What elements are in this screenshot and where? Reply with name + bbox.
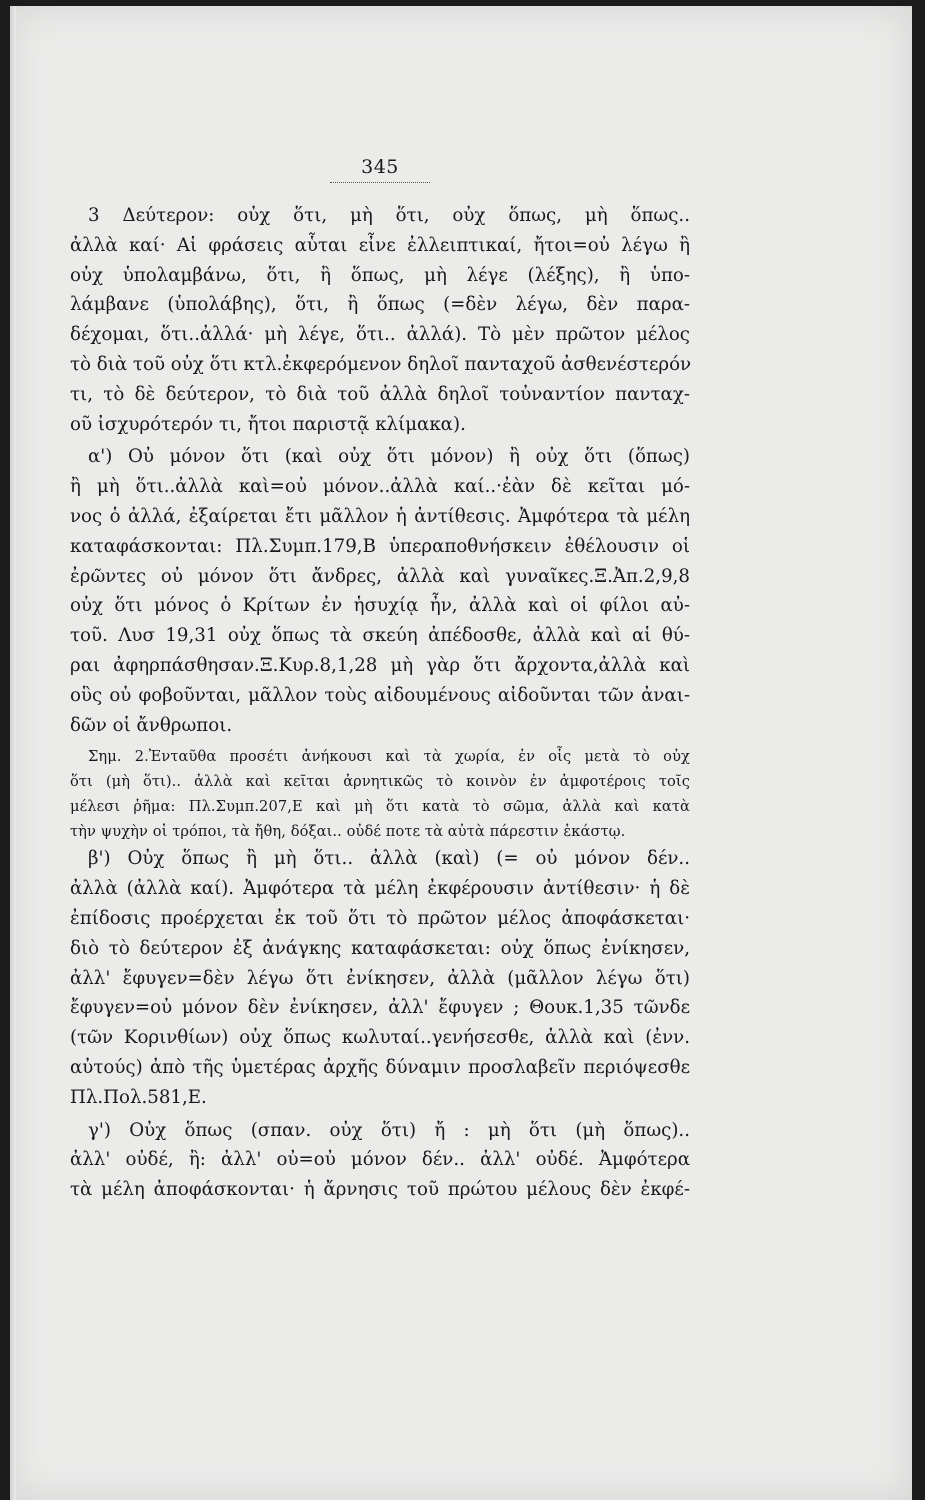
note-sim-2 <box>70 744 690 844</box>
text-line: οὓς οὐ φοβοῦνται, μᾶλλον τοὺς αἰδουμένους αἰδοῦνται τῶν ἀναι- <box>70 684 690 706</box>
text-line: αὐτούς) ἀπὸ τῆς ὑμετέρας ἀρχῆς δύναμιν προσλαβεῖν περιόψεσθε <box>70 1056 690 1078</box>
page-edge <box>10 6 16 1500</box>
note-line: Σημ. 2.Ἐνταῦθα προσέτι ἀνήκουσι καὶ τὰ χωρία, ἐν οἷς μετὰ τὸ οὐχ <box>88 748 690 766</box>
note-line: μέλεσι ῥῆμα: Πλ.Συμπ.207,Ε καὶ μὴ ὅτι κατὰ τὸ σῶμα, ἀλλὰ καὶ κατὰ <box>70 798 690 816</box>
text-line: οὐχ ὅτι μόνος ὁ Κρίτων ἐν ἡσυχίᾳ ἦν, ἀλλὰ καὶ οἱ φίλοι αὐ- <box>70 595 690 617</box>
text-line: διὸ τὸ δεύτερον ἐξ ἀνάγκης καταφάσκεται: οὐχ ὅπως ἐνίκησεν, <box>70 937 690 959</box>
paragraph-alpha <box>70 442 690 740</box>
text-line: τι, τὸ δὲ δεύτερον, τὸ διὰ τοῦ ἀλλὰ δηλοῖ τοὐναντίον πανταχ- <box>70 383 690 405</box>
text-line: ἀλλ' οὐδέ, ἢ: ἀλλ' οὐ=οὐ μόνον δέν.. ἀλλ' οὐδέ. Ἀμφότερα <box>70 1149 690 1171</box>
text-block <box>70 156 690 1205</box>
text-line: Πλ.Πολ.581,Ε. <box>70 1086 207 1108</box>
text-line: ἀλλὰ (ἀλλὰ καί). Ἀμφότερα τὰ μέλη ἐκφέρουσιν ἀντίθεσιν· ἡ δὲ <box>70 878 690 900</box>
text-line: ἀλλ' ἔφυγεν=δὲν λέγω ὅτι ἐνίκησεν, ἀλλὰ (μᾶλλον λέγω ὅτι) <box>70 967 690 989</box>
text-line: τὰ μέλη ἀποφάσκονται· ἡ ἄρνησις τοῦ πρώτου μέλους δὲν ἐκφέ- <box>70 1179 690 1201</box>
text-line: νος ὁ ἀλλά, ἐξαίρεται ἔτι μᾶλλον ἡ ἀντίθεσις. Ἀμφότερα τὰ μέλη <box>70 505 690 527</box>
text-line: ἐπίδοσις προέρχεται ἐκ τοῦ ὅτι τὸ πρῶτον μέλος ἀποφάσκεται· <box>70 907 690 929</box>
text-line: γ') Οὐχ ὅπως (σπαν. οὐχ ὅτι) ἤ : μὴ ὅτι (μὴ ὅπως).. <box>88 1119 690 1141</box>
text-line: ἢ μὴ ὅτι..ἀλλὰ καὶ=οὐ μόνον..ἀλλὰ καί..·ἐὰν δὲ κεῖται μό- <box>70 476 690 498</box>
note-line: τὴν ψυχὴν οἱ τρόποι, τὰ ἤθη, δόξαι.. οὐδέ ποτε τὰ αὐτὰ πάρεστιν ἑκάστῳ. <box>70 823 626 841</box>
note-line: ὅτι (μὴ ὅτι).. ἀλλὰ καὶ κεῖται ἀρνητικῶς τὸ κοινὸν ἐν ἀμφοτέροις τοῖς <box>70 773 690 791</box>
text-line: τοῦ. Λυσ 19,31 οὐχ ὅπως τὰ σκεύη ἀπέδοσθε, ἀλλὰ καὶ αἱ θύ- <box>70 625 690 647</box>
page-number-rule <box>330 182 430 183</box>
text-line: δέχομαι, ὅτι..ἀλλά· μὴ λέγε, ὅτι.. ἀλλά). Τὸ μὲν πρῶτον μέλος <box>70 324 690 346</box>
page-number: 345 <box>361 156 399 178</box>
book-page <box>10 6 912 1500</box>
text-line: ἔφυγεν=οὐ μόνον δὲν ἐνίκησεν, ἀλλ' ἔφυγεν ; Θουκ.1,35 τῶνδε <box>70 997 690 1019</box>
text-line: (τῶν Κορινθίων) οὐχ ὅπως κωλυταί..γενήσεσθε, ἀλλὰ καὶ (ἐνν. <box>70 1027 690 1049</box>
text-line: δῶν οἱ ἄνθρωποι. <box>70 714 233 736</box>
paragraph-gamma <box>70 1116 690 1205</box>
text-line: λάμβανε (ὑπολάβης), ὅτι, ἢ ὅπως (=δὲν λέγω, δὲν παρα- <box>70 294 690 316</box>
paragraph-beta <box>70 844 690 1112</box>
text-line: β') Οὐχ ὅπως ἢ μὴ ὅτι.. ἀλλὰ (καὶ) (= οὐ μόνον δέν.. <box>88 848 690 870</box>
text-line: τὸ διὰ τοῦ οὐχ ὅτι κτλ.ἐκφερόμενον δηλοῖ πανταχοῦ ἀσθενέστερόν <box>70 353 692 375</box>
text-line: ἐρῶντες οὐ μόνον ὅτι ἄνδρες, ἀλλὰ καὶ γυναῖκες.Ξ.Ἀπ.2,9,8 <box>70 565 690 587</box>
text-line: ἀλλὰ καί· Αἱ φράσεις αὗται εἶνε ἐλλειπτικαί, ἤτοι=οὐ λέγω ἢ <box>70 234 690 256</box>
paragraph-deuteron <box>70 201 690 439</box>
text-line: καταφάσκονται: Πλ.Συμπ.179,Β ὑπεραποθνήσκειν ἐθέλουσιν οἱ <box>70 535 690 557</box>
text-line: οὐχ ὑπολαμβάνω, ὅτι, ἢ ὅπως, μὴ λέγε (λέξης), ἢ ὑπο- <box>70 264 690 286</box>
text-line: ραι ἀφηρπάσθησαν.Ξ.Κυρ.8,1,28 μὴ γὰρ ὅτι ἄρχοντα,ἀλλὰ καὶ <box>70 654 690 676</box>
text-line: 3 Δεύτερον: οὐχ ὅτι, μὴ ὅτι, οὐχ ὅπως, μὴ ὅπως.. <box>88 205 690 226</box>
text-line: α') Οὐ μόνον ὅτι (καὶ οὐχ ὅτι μόνον) ἢ οὐχ ὅτι (ὅπως) <box>88 446 690 468</box>
text-line: οῦ ἰσχυρότερόν τι, ἤτοι παριστᾷ κλίμακα). <box>70 413 466 435</box>
